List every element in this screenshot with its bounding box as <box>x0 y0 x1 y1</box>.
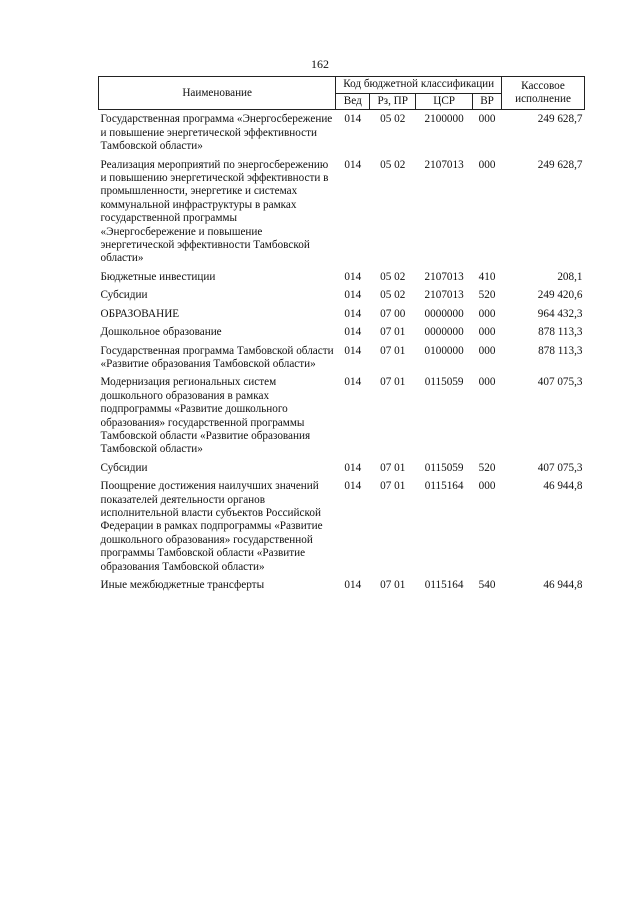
header-rz-pr: Рз, ПР <box>370 94 416 110</box>
row-csr: 0000000 <box>424 326 464 339</box>
header-vr: ВР <box>473 94 502 110</box>
row-ved: 014 <box>344 579 362 591</box>
row-vr: 000 <box>478 480 496 493</box>
row-ved: 014 <box>344 344 362 357</box>
row-ved: 014 <box>344 326 362 339</box>
row-name: Субсидии <box>100 461 148 474</box>
row-rz-pr: 07 01 <box>380 461 406 474</box>
row-ved: 014 <box>344 113 362 126</box>
row-vr: 540 <box>478 579 496 591</box>
row-amount: 964 432,3 <box>537 307 583 320</box>
row-vr: 000 <box>478 307 496 320</box>
row-vr: 000 <box>478 326 496 339</box>
row-name: Бюджетные инвестиции <box>100 270 216 283</box>
row-rz-pr: 07 01 <box>380 480 406 493</box>
table-row <box>99 579 585 597</box>
row-rz-pr: 07 01 <box>380 579 406 591</box>
row-vr: 410 <box>478 270 496 283</box>
row-name: Иные межбюджетные трансферты <box>100 579 265 591</box>
row-vr: 520 <box>478 289 496 302</box>
row-name: Государственная программа Тамбовской области «Развитие образования Тамбовской области» <box>100 344 334 370</box>
row-name: Дошкольное образование <box>100 326 222 339</box>
table-row <box>99 326 585 344</box>
table-row <box>99 289 585 307</box>
row-csr: 0100000 <box>424 344 464 357</box>
row-rz-pr: 05 02 <box>380 270 406 283</box>
table-row <box>99 308 585 326</box>
row-rz-pr: 07 01 <box>380 344 406 357</box>
row-rz-pr: 05 02 <box>380 289 406 302</box>
row-amount: 46 944,8 <box>543 579 583 591</box>
row-csr: 2107013 <box>424 158 464 171</box>
row-rz-pr: 07 00 <box>380 307 406 320</box>
header-csr: ЦСР <box>416 94 473 110</box>
row-ved: 014 <box>344 289 362 302</box>
row-name: Поощрение достижения наилучших значений показателей деятельности органов исполнительной власти субъектов Российской Федерации в рамках подпрограммы «Развитие дошкольного образования» государственной программы Тамбовской области «Развитие образования Тамбовской области» <box>100 480 323 573</box>
row-csr: 0115164 <box>424 579 464 591</box>
row-csr: 0000000 <box>424 307 464 320</box>
table-header <box>99 77 585 110</box>
table-row <box>99 376 585 461</box>
row-vr: 520 <box>478 461 496 474</box>
header-ved: Вед <box>336 94 370 110</box>
row-csr: 0115059 <box>424 376 464 389</box>
row-csr: 0115059 <box>424 461 464 474</box>
row-rz-pr: 07 01 <box>380 326 406 339</box>
row-amount: 249 628,7 <box>537 158 583 171</box>
row-rz-pr: 07 01 <box>380 376 406 389</box>
table-body <box>99 110 585 598</box>
header-amount: Кассовое исполнение <box>502 77 585 110</box>
table-row <box>99 480 585 579</box>
row-csr: 2100000 <box>424 113 464 126</box>
table-row <box>99 159 585 271</box>
row-rz-pr: 05 02 <box>380 158 406 171</box>
row-amount: 407 075,3 <box>537 461 583 474</box>
budget-execution-table <box>98 76 585 597</box>
row-amount: 878 113,3 <box>538 344 583 357</box>
header-name: Наименование <box>99 77 336 110</box>
table-row <box>99 345 585 377</box>
row-ved: 014 <box>344 270 362 283</box>
row-amount: 208,1 <box>557 270 583 283</box>
row-amount: 46 944,8 <box>543 480 583 493</box>
table-row <box>99 110 585 159</box>
row-name: Реализация мероприятий по энергосбережению и повышению энергетической эффективности в промышленности, энергетике и системах коммунальной инфраструктуры в рамках государственной программы «Энергосбережение и повышение энергетической эффективности Тамбовской области» <box>100 158 329 265</box>
row-csr: 2107013 <box>424 289 464 302</box>
table-row <box>99 271 585 289</box>
row-name: Субсидии <box>100 289 148 302</box>
row-ved: 014 <box>344 158 362 171</box>
row-name: ОБРАЗОВАНИЕ <box>100 307 180 320</box>
row-vr: 000 <box>478 344 496 357</box>
row-csr: 2107013 <box>424 270 464 283</box>
row-ved: 014 <box>344 376 362 389</box>
row-ved: 014 <box>344 461 362 474</box>
page-number: 162 <box>311 57 329 71</box>
row-amount: 878 113,3 <box>538 326 583 339</box>
row-vr: 000 <box>478 113 496 126</box>
table-row <box>99 462 585 480</box>
row-amount: 407 075,3 <box>537 376 583 389</box>
row-name: Модернизация региональных систем дошкольного образования в рамках подпрограммы «Развитие дошкольного образования» государственной программы Тамбовской области «Развитие образования Тамбовской области» <box>100 376 311 456</box>
row-rz-pr: 05 02 <box>380 113 406 126</box>
row-ved: 014 <box>344 307 362 320</box>
row-csr: 0115164 <box>424 480 464 493</box>
row-name: Государственная программа «Энергосбережение и повышение энергетической эффективности Тамбовской области» <box>100 113 333 153</box>
row-vr: 000 <box>478 158 496 171</box>
row-amount: 249 628,7 <box>537 113 583 126</box>
row-amount: 249 420,6 <box>537 289 583 302</box>
header-budget-code-group: Код бюджетной классификации <box>336 77 502 94</box>
row-vr: 000 <box>478 376 496 389</box>
row-ved: 014 <box>344 480 362 493</box>
